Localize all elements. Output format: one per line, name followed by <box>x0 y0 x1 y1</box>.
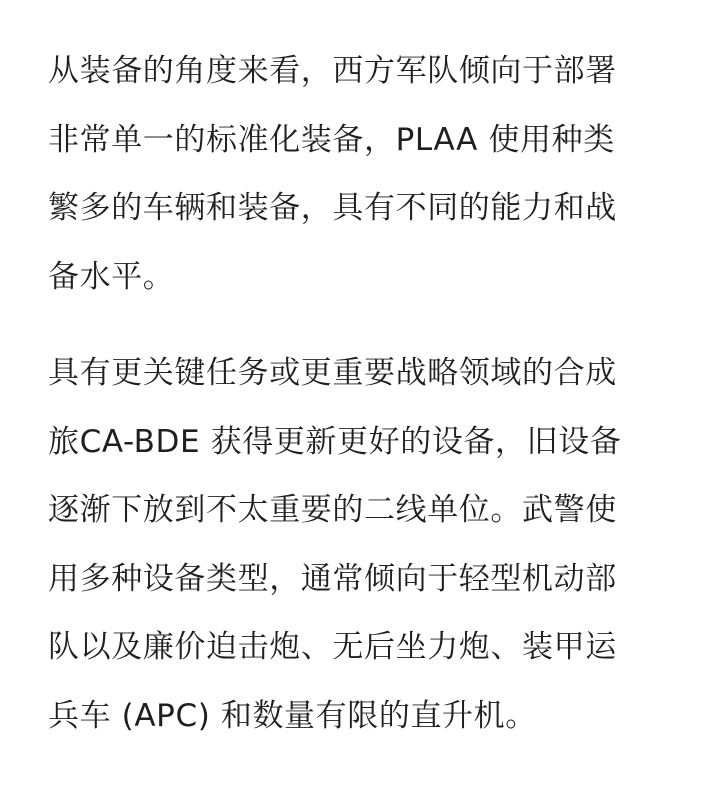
text-line: 具有更关键任务或更重要战略领域的合成 <box>48 355 617 391</box>
text-line: 从装备的角度来看，西方军队倾向于部署 <box>48 53 617 89</box>
text-line: 逐渐下放到不太重要的二线单位。武警使 <box>48 492 617 528</box>
text-line: 非常单一的标准化装备，PLAA 使用种类 <box>48 121 615 158</box>
article-body <box>48 37 678 750</box>
text-line: 用多种设备类型，通常倾向于轻型机动部 <box>48 560 617 597</box>
text-line: 旅CA-BDE 获得更新更好的设备，旧设备 <box>48 423 622 460</box>
text-line: 繁多的车辆和装备，具有不同的能力和战 <box>48 190 617 226</box>
text-line: 队以及廉价迫击炮、无后坐力炮、装甲运 <box>48 629 617 665</box>
paragraph-equipment-standardization <box>48 37 678 311</box>
paragraph-equipment-distribution <box>48 339 678 750</box>
text-line: 兵车 (APC) 和数量有限的直升机。 <box>48 697 537 734</box>
text-line: 备水平。 <box>48 258 175 295</box>
